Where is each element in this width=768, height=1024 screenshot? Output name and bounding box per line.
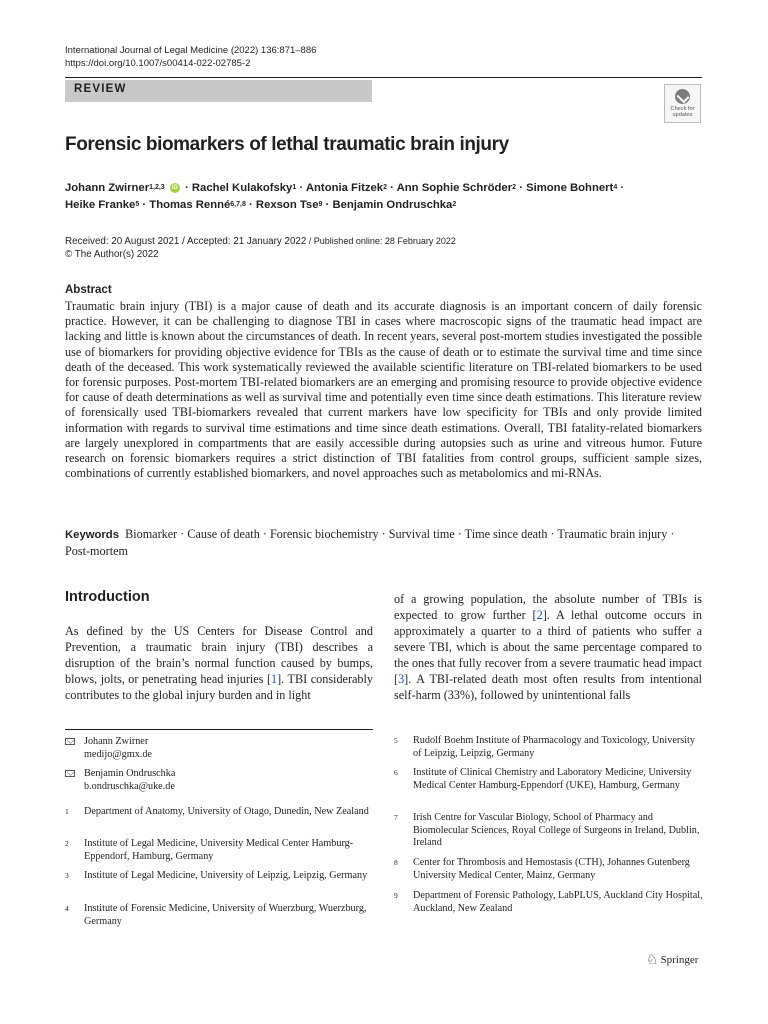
affiliation-text: Department of Forensic Pathology, LabPLUS, Auckland City Hospital, Auckland, New Zealand [413, 890, 703, 914]
article-title: Forensic biomarkers of lethal traumatic brain injury [65, 134, 509, 155]
check-icon [675, 89, 690, 104]
intro-text: ]. A TBI-related death most often results from intentional self-harm (33%), followed by unintentional falls [394, 672, 702, 702]
affiliation-text: Institute of Clinical Chemistry and Laboratory Medicine, University Medical Center Hamburg-Eppendorf (UKE), Hamburg, Germany [413, 767, 692, 791]
author-affiliation-marks: 1 [292, 184, 297, 191]
correspondence-entry [65, 736, 373, 762]
affiliation-number: 6 [394, 768, 398, 777]
affiliation-item [65, 903, 373, 929]
affiliation-number: 1 [65, 807, 69, 816]
author-name[interactable]: Heike Franke [65, 199, 136, 211]
intro-text: ]. A lethal outcome occurs in approximately a quarter to a third of patients who suffer a severe TBI, which is about the same percentage compared to the ones that fully recover from a severe traumatic head impact [ [394, 608, 702, 686]
affiliation-item [65, 870, 373, 896]
affiliation-text: Rudolf Boehm Institute of Pharmacology and Toxicology, University of Leipzig, Leipzig, Germany [413, 735, 695, 759]
affiliation-item [65, 806, 373, 832]
intro-text: ]. TBI considerably contributes to the global injury burden and in light [65, 672, 373, 702]
author-affiliation-marks: 5 [135, 201, 140, 208]
affiliation-text: Institute of Legal Medicine, University Medical Center Hamburg-Eppendorf, Hamburg, Germany [84, 838, 354, 862]
author-name[interactable]: Ann Sophie Schröder [396, 182, 513, 194]
keywords-label: Keywords [65, 529, 119, 541]
intro-column-2 [394, 591, 702, 703]
affiliation-number: 7 [394, 813, 398, 822]
author-affiliation-marks: 1,2,3 [149, 184, 165, 191]
correspondent-name: Benjamin Ondruschka [84, 768, 176, 779]
author-list [65, 180, 705, 214]
received-accepted-dates: Received: 20 August 2021 / Accepted: 21 January 2022 [65, 236, 307, 247]
author-affiliation-marks: 2 [512, 184, 517, 191]
footnote-rule [65, 729, 373, 730]
springer-horse-icon: ♘ [646, 953, 659, 968]
author-name[interactable]: Benjamin Ondruschka [332, 199, 453, 211]
keywords-block [65, 526, 702, 559]
intro-column-1 [65, 623, 373, 703]
citation-link[interactable]: 2 [536, 608, 543, 622]
affiliation-item [394, 767, 702, 806]
published-online-date: / Published online: 28 February 2022 [306, 236, 456, 246]
author-name[interactable]: Antonia Fitzek [305, 182, 384, 194]
affiliation-item [65, 838, 373, 864]
affiliation-number: 2 [65, 839, 69, 848]
correspondence-entry [65, 768, 373, 794]
affiliation-item [394, 890, 702, 916]
affiliation-item [394, 812, 702, 851]
doi-link[interactable]: https://doi.org/10.1007/s00414-022-02785-2 [65, 58, 251, 69]
author-affiliation-marks: 6,7,8 [230, 201, 246, 208]
check-for-label: Check for [670, 106, 695, 112]
publication-dates [65, 235, 456, 261]
correspondent-email[interactable]: medijo@gmx.de [84, 748, 152, 760]
author-affiliation-marks: 4 [613, 184, 618, 191]
publisher-logo [646, 952, 698, 969]
copyright-notice: © The Author(s) 2022 [65, 249, 159, 260]
affiliation-text: Center for Thrombosis and Hemostasis (CTH), Johannes Gutenberg University Medical Center, Mainz, Germany [413, 857, 690, 881]
affiliation-number: 5 [394, 736, 398, 745]
abstract-text: Traumatic brain injury (TBI) is a major cause of death and its accurate diagnosis is an important concern of daily forensic practice. However, it can be challenging to diagnose TBI in cases where macroscopic signs of the traumatic head impact are lacking and little is known about the circumstances of death. In recent years, several post-mortem studies investigated the possible use of biomarkers for providing objective evidence for TBIs as the cause of death or to estimate the survival time and time since death of the deceased. This work systematically reviewed the available scientific literature on TBI-related biomarkers to be used for forensic purposes. Post-mortem TBI-related biomarkers are an emerging and promising resource to provide objective evidence for cause of death determinations as well as survival time and potentially even time since death estimations. This literature review of forensically used TBI-biomarkers revealed that current markers have low specificity for TBIs and only provide limited information with regards to survival time estimations and time since death estimations. Overall, TBI fatality-related biomarkers are largely unexplored in compartments that are easily accessible during autopsies such as urine and vitreous humor. Future research on forensic biomarkers requires a strict distinction of TBI fatalities from control groups, sufficient sample sizes, combinations of currently established biomarkers, and novel approaches such as metabolomics and mi-RNAs. [65, 299, 702, 481]
abstract-heading: Abstract [65, 284, 112, 296]
affiliation-item [394, 857, 702, 883]
keywords-text: Biomarker · Cause of death · Forensic biochemistry · Survival time · Time since death · Traumatic brain injury · Post-mortem [65, 527, 675, 558]
correspondent-email[interactable]: b.ondruschka@uke.de [84, 780, 175, 792]
citation-link[interactable]: 3 [398, 672, 405, 686]
journal-citation: International Journal of Legal Medicine (2022) 136:871–886 [65, 45, 317, 56]
author-name[interactable]: Rexson Tse [255, 199, 319, 211]
author-name[interactable]: Simone Bohnert [526, 182, 614, 194]
affiliation-text: Institute of Forensic Medicine, University of Wuerzburg, Wuerzburg, Germany [84, 903, 367, 927]
author-affiliation-marks: 9 [318, 201, 323, 208]
affiliation-item [394, 735, 702, 761]
author-affiliation-marks: 2 [452, 201, 457, 208]
author-name[interactable]: Thomas Renné [149, 199, 231, 211]
intro-text: of a growing population, the absolute number of TBIs is expected to grow further [ [394, 592, 702, 622]
affiliation-number: 8 [394, 858, 398, 867]
author-line-1: Johann Zwirner$^{1,2,3}$ iD · Rachel Kulakofsky$^1$ · Antonia Fitzek$^2$ · Ann Sophie Schröder$^2$ · Simone Bohnert$^4$ · [65, 182, 625, 194]
correspondent-name: Johann Zwirner [84, 736, 149, 747]
affiliation-number: 4 [65, 904, 69, 913]
author-name[interactable]: Johann Zwirner [65, 182, 150, 194]
author-affiliation-marks: 2 [383, 184, 387, 191]
affiliation-text: Irish Centre for Vascular Biology, School of Pharmacy and Biomolecular Sciences, Royal College of Surgeons in Ireland, Dublin, Ireland [413, 812, 700, 849]
orcid-icon[interactable]: iD [171, 185, 178, 192]
affiliation-number: 9 [394, 891, 398, 900]
citation-link[interactable]: 1 [271, 672, 278, 686]
publisher-name: Springer [660, 954, 699, 967]
article-type-label: REVIEW [74, 83, 127, 95]
author-line-2: Heike Franke$^5$ · Thomas Renné$^{6,7,8}$ · Rexson Tse$^9$ · Benjamin Ondruschka$^2$ [65, 199, 457, 211]
affiliation-text: Institute of Legal Medicine, University of Leipzig, Leipzig, Germany [84, 870, 368, 881]
intro-text: As defined by the US Centers for Disease Control and Prevention, a traumatic brain injury (TBI) describes a disruption of the brain’s normal function caused by bumps, blows, jolts, or penetrating head injuries [ [65, 624, 373, 686]
updates-label: updates [672, 112, 693, 119]
header-rule [65, 77, 702, 78]
introduction-heading: Introduction [65, 589, 150, 605]
affiliation-text: Department of Anatomy, University of Otago, Dunedin, New Zealand [84, 806, 369, 817]
author-name[interactable]: Rachel Kulakofsky [191, 182, 293, 194]
mail-icon [65, 770, 75, 777]
check-for-updates-badge[interactable] [664, 84, 701, 123]
affiliation-number: 3 [65, 871, 69, 880]
mail-icon [65, 738, 75, 745]
